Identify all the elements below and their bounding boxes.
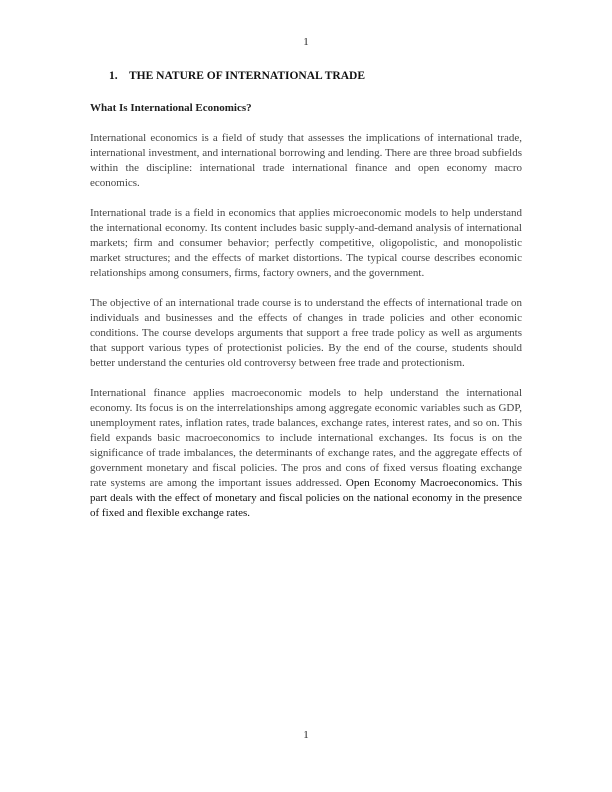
section-heading	[109, 70, 365, 82]
paragraph-2: International trade is a field in economics that applies microeconomic models to help understand the international economy. Its content includes basic supply-and-demand analysis of international markets; firm and consumer behavior; perfectly competitive, oligopolistic, and monopolistic market structures; and the effects of market distortions. The typical course describes economic relationships among consumers, firms, factory owners, and the government.	[90, 207, 522, 279]
subheading: What Is International Economics?	[90, 102, 252, 114]
page-number-bottom: 1	[303, 729, 309, 741]
section-title: THE NATURE OF INTERNATIONAL TRADE	[129, 70, 366, 82]
paragraph-4-text: International finance applies macroeconomic models to help understand the international economy. Its focus is on the interrelationships among aggregate economic variables such as GDP, unemployment rates, inflation rates, trade balances, exchange rates, interest rates, and so on. This field expands basic macroeconomics to include international exchanges. Its focus is on the significance of trade imbalances, the determinants of exchange rates, and the aggregate effects of government monetary and fiscal policies. The pros and cons of fixed versus floating exchange rate systems are among the important issues addressed.	[90, 387, 522, 489]
paragraph-4-emphasis: Open Economy Macroeconomics. This part deals with the effect of monetary and fiscal policies on the national economy in the presence of fixed and flexible exchange rates.	[90, 477, 522, 519]
section-number: 1.	[109, 70, 118, 82]
paragraph-3: The objective of an international trade course is to understand the effects of international trade on individuals and businesses and the effects of changes in trade policies and other economic conditions. The course develops arguments that support a free trade policy as well as arguments that support various types of protectionist policies. By the end of the course, students should better understand the centuries old controversy between free trade and protectionism.	[90, 297, 522, 369]
document-body	[90, 101, 522, 536]
paragraph-4	[90, 386, 522, 521]
paragraph-1: International economics is a field of study that assesses the implications of international trade, international investment, and international borrowing and lending. There are three broad subfields within the discipline: international trade international finance and open economy macro economics.	[90, 132, 522, 189]
page-number-top: 1	[303, 36, 309, 48]
